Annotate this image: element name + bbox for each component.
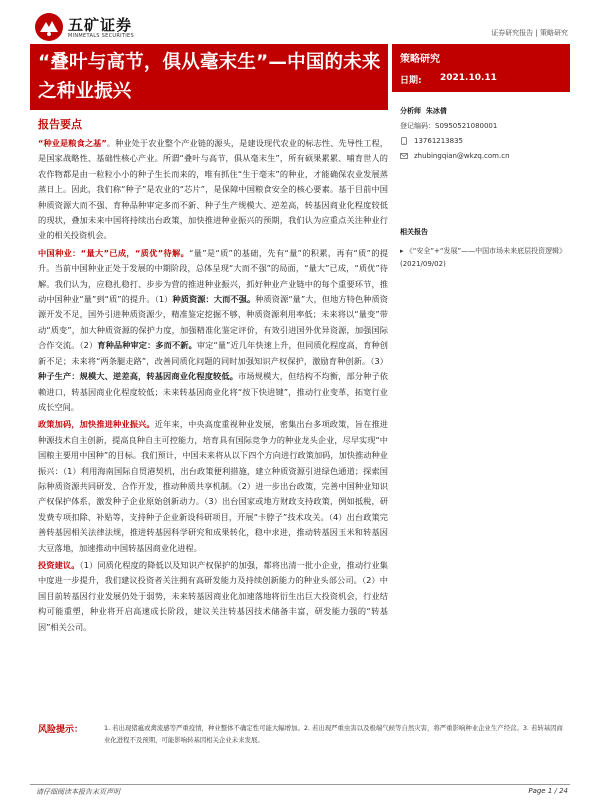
- side-banner: [392, 44, 570, 92]
- analyst-phone-row: [400, 134, 570, 149]
- paragraph-text: 种质资源“量”大，但地方特色种质资源开发不足，国外引进种质资源少，精准鉴定挖掘不够，种质资源利用率低；未来将以“量变”带动“质变”，加大种质资源的保护力度，加强精准化鉴定评价，有效引进国外优异资源，加强国际合作交流。（2）: [38, 294, 388, 351]
- paragraph-text: 审定“量”近几年快速上升，但同质化程度高，育种创新不足；未来将“两条腿走路”，改善同质化问题的同时加强知识产权保护，激励育种创新。（3）: [38, 340, 388, 366]
- analyst-header: [400, 104, 570, 119]
- date-value: 2021.10.11: [440, 73, 497, 83]
- risk-text: 1. 若出现猪瘟或禽流感等严重疫情，种业整体不确定性可能大幅增加。2. 若出现严重虫害以及极端气候等自然灾害，将严重影响种业企业生产经营。3. 若转基因商业化进程不及预期，可能影响转基因相关企业未来发展。: [104, 724, 563, 744]
- analyst-email[interactable]: zhubingqian@wkzq.com.cn: [414, 152, 510, 160]
- paragraph-policy: [38, 417, 388, 556]
- risk-label: 风险提示：: [38, 725, 84, 735]
- section-title: 报告要点: [38, 118, 82, 131]
- logo-emblem-icon: [34, 12, 64, 42]
- paragraph-text: 市场规模大，但结构不均衡，部分种子依赖进口，转基因商业化程度较低；未来转基因商业化将“按下快进键”，推动行业变革，拓宽行业成长空间。: [38, 371, 388, 412]
- report-category: 策略研究: [400, 54, 440, 65]
- analyst-label: 分析师: [400, 107, 421, 115]
- subpoint-heading: 种子生产：规模大、逆差高，转基因商业化程度较低。: [38, 371, 239, 382]
- paragraph-text: 。种业处于农业整个产业链的源头，是建设现代农业的标志性、先导性工程，是国家战略性、基础性核心产业。所谓“叠叶与高节，俱从毫末生”，所有硕果累累、哺育世人的农作物都是由一粒粒小小的种子生长而来的，唯有抓住“生于毫末”的种业，才能确保农业发展蒸蒸日上。因此，我们称“种子”是农业的“芯片”，是保障中国粮食安全的核心要素。基于目前中国种质资源大而不强、育种品种审定多而不新、种子生产规模大、逆差高，转基因商业化程度较低的现状，叠加未来中国将持续出台政策，加快推进种业振兴的预期，我们认为应重点关注种业行业的相关投资机会。: [38, 138, 388, 241]
- title-banner: [30, 44, 388, 110]
- related-heading: 相关报告: [400, 228, 428, 236]
- related-report-title[interactable]: 《“安全”+“发展”——中国市场未来底层投资逻辑》(2021/09/02): [400, 247, 567, 268]
- paragraph-heading: 中国种业：“量大”已成，“质优”待解。: [38, 247, 190, 258]
- paragraph-text: “量”是“质”的基础，先有“量”的积累，再有“质”的提升。当前中国种业正处于发展的中期阶段，总体呈现“大而不强”的局面，“量大”已成，“质优”待解。我们认为，应稳扎稳打、步步为营的推进种业振兴，抓好种业产业链中的每个重要环节，推动中国种业“量”到“质”的提升。（1）: [38, 247, 389, 305]
- company-logo: [34, 12, 234, 44]
- analyst-name: 朱冰倩: [425, 107, 447, 115]
- phone-icon: [400, 137, 408, 145]
- page-number: Page 1 / 24: [528, 787, 568, 795]
- analyst-panel: [400, 104, 570, 164]
- paragraph-seed-foundation: [38, 136, 388, 244]
- doc-type: 证券研究报告 | 策略研究: [491, 29, 568, 37]
- analyst-email-row[interactable]: [400, 149, 570, 164]
- logo-en-text: MINMETALS SECURITIES: [68, 33, 134, 39]
- paragraph-investment: [38, 558, 388, 635]
- paragraph-text: 近年来，中央高度重视种业发展，密集出台多项政策，旨在推进种源技术自主创新，提高良种自主可控能力，培育具有国际竞争力的种业龙头企业，尽早实现“中国粮主要用中国种”的目标。我们预计，中国未来将从以下四个方向进行政策加码，加快推动种业振兴：（1）利用海南国际自贸港契机，出台政策便利措施，建立种质资源引进绿色通道；探索国际种质资源共同研发、合作开发，推动种质共享机制。（2）进一步出台政策，完善中国种业知识产权保护体系，激发种子企业原始创新动力。（3）出台国家或地方财政支持政策，例如抵税，研发费专项扣除、补贴等，支持种子企业新设科研项目，开展“卡脖子”技术攻关。（4）出台政策完善转基因相关法律法规，推进转基因科学研究和成果转化，稳中求进，推动转基因玉米和转基因大豆落地，加速推动中国转基因商业化进程。: [38, 419, 388, 553]
- report-body: [38, 136, 388, 637]
- footer-divider: [30, 784, 570, 785]
- paragraph-text: （1）同质化程度的降低以及知识产权保护的加强，都将出清一批小企业，推动行业集中度进一步提升，我们建议投资者关注拥有高研发能力及持续创新能力的种业头部公司。（2）中国目前转基因行业发展仍处于弱势，未来转基因商业化加速落地将衍生出巨大投资机会，行业结构可能重塑，种业将开启高速成长阶段，建议关注转基因技术储备丰富，研发能力强的“转基因”相关公司。: [38, 559, 388, 632]
- chevron-right-icon: ▸: [400, 247, 406, 255]
- subpoint-heading: 种质资源：大而不强。: [172, 294, 256, 305]
- paragraph-heading: 政策加码，加快推进种业振兴。: [38, 419, 155, 430]
- date-label: 日期:: [400, 76, 422, 86]
- report-title: “叠叶与高节，俱从毫末生”—中国的未来之种业振兴: [38, 52, 381, 102]
- related-reports: [400, 226, 570, 271]
- paragraph-china-seed: [38, 246, 388, 415]
- email-icon: [400, 152, 408, 160]
- paragraph-heading: 投资建议。: [38, 559, 80, 570]
- analyst-reg: 登记编码：S0950521080001: [400, 122, 498, 130]
- logo-cn-text: 五矿证券: [68, 16, 133, 34]
- subpoint-heading: 育种品种审定：多而不新。: [97, 340, 197, 351]
- analyst-phone: 13761213835: [414, 137, 463, 145]
- related-report-link[interactable]: [400, 245, 570, 271]
- paragraph-heading: “种业是粮食之基”: [38, 138, 107, 148]
- footer-disclaimer: 请仔细阅读本报告末页声明: [36, 788, 120, 796]
